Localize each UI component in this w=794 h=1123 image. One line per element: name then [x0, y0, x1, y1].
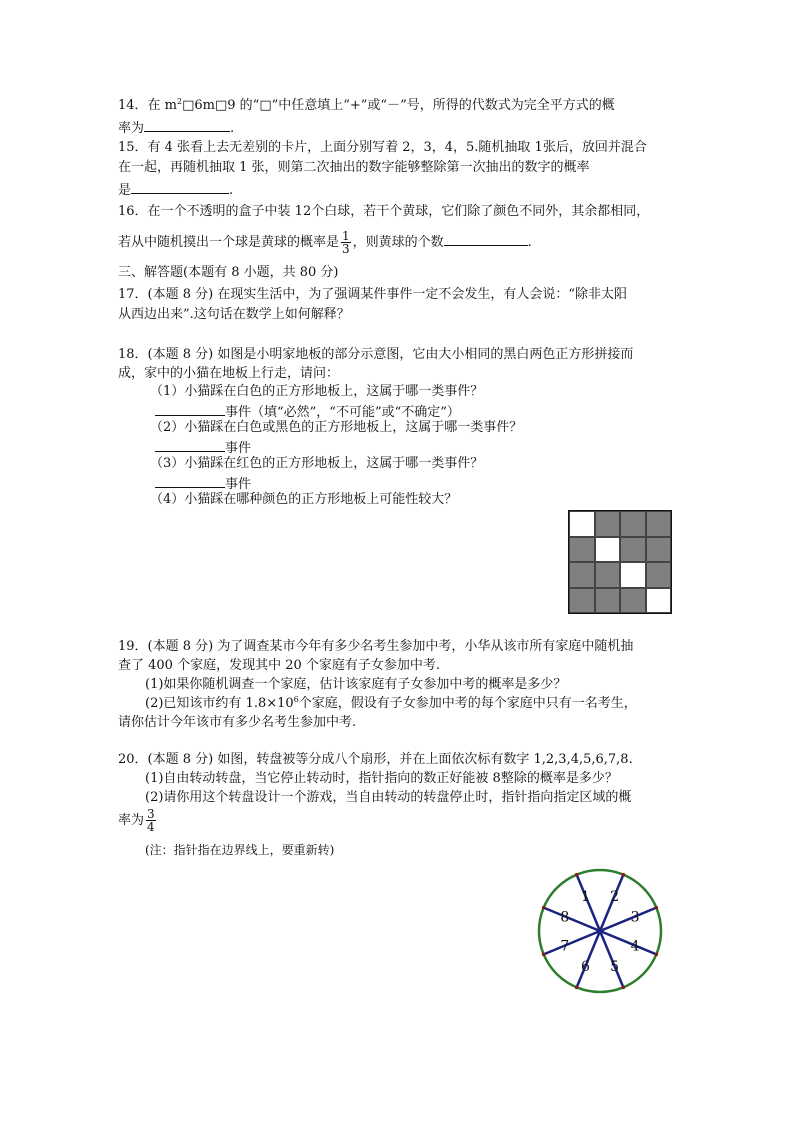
q15-line2: 在一起，再随机抽取 1 张，则第二次抽出的数字能够整除第一次抽出的数字的概率 — [118, 160, 590, 175]
answer-blank[interactable] — [155, 474, 225, 488]
floor-tile-gray — [646, 537, 672, 563]
spinner-point — [622, 986, 626, 990]
q20-part2: (2)请你用这个转盘设计一个游戏，当自由转动的转盘停止时，指针指向指定区域的概 — [145, 790, 632, 805]
answer-blank[interactable] — [155, 438, 225, 452]
q15-line1: 15．有 4 张看上去无差别的卡片，上面分别写着 2，3，4，5.随机抽取 1张后，放回并混合 — [118, 140, 647, 155]
q18-part1: （1）小猫踩在白色的正方形地板上，这属于哪一类事件？ — [150, 384, 484, 399]
fraction-one-third: $\frac{1}{3}$ — [342, 229, 350, 256]
spinner-point — [575, 986, 579, 990]
floor-tile-white — [620, 562, 646, 588]
spinner-number: 3 — [630, 909, 640, 926]
q19-part1: (1)如果你随机调查一个家庭，估计该家庭有子女参加中考的概率是多少？ — [145, 677, 567, 692]
spinner-number: 2 — [610, 888, 620, 905]
q18-part3: （3）小猫踩在红色的正方形地板上，这属于哪一类事件？ — [150, 456, 484, 471]
q15-line3: 是 . — [118, 180, 233, 199]
spinner-number: 4 — [630, 938, 640, 955]
floor-tile-gray — [620, 588, 646, 614]
spinner-number: 7 — [560, 938, 570, 955]
spinner-point — [542, 906, 546, 910]
q18-line1: 18．(本题 8 分) 如图是小明家地板的部分示意图，它由大小相同的黑白两色正方形拼接而 — [118, 347, 634, 362]
floor-tile-gray — [569, 537, 595, 563]
spinner-point — [575, 873, 579, 877]
q17-line1: 17．(本题 8 分) 在现实生活中，为了强调某件事件一定不会发生，有人会说：“除非太阳 — [118, 287, 628, 302]
fraction-three-quarters: $\frac{3}{4}$ — [147, 807, 155, 834]
floor-tile-white — [595, 537, 621, 563]
floor-tile-gray — [646, 562, 672, 588]
spinner-point — [655, 953, 659, 957]
q14-line2: 率为 . — [118, 118, 234, 137]
floor-tile-gray — [620, 511, 646, 537]
floor-tile-white — [646, 588, 672, 614]
q19-line1: 19．(本题 8 分) 为了调查某市今年有多少名考生参加中考，小华从该市所有家庭中随机抽 — [118, 639, 634, 654]
floor-tile-gray — [595, 562, 621, 588]
q16-line1: 16．在一个不透明的盒子中装 12个白球，若干个黄球，它们除了颜色不同外，其余都相同， — [118, 204, 650, 219]
floor-tile-white — [569, 511, 595, 537]
spinner-point — [655, 906, 659, 910]
q18-part3-answer: 事件 — [155, 474, 251, 493]
spinner-number: 1 — [580, 888, 590, 905]
q18-part1-answer: 事件（填“必然”，“不可能”或“不确定”） — [155, 402, 460, 421]
q20-part1: (1)自由转动转盘，当它停止转动时，指针指向的数正好能被 8整除的概率是多少？ — [145, 771, 618, 786]
q17-line2: 从西边出来”.这句话在数学上如何解释？ — [118, 307, 350, 322]
floor-tile-gray — [569, 562, 595, 588]
spinner-point — [622, 873, 626, 877]
floor-tile-gray — [620, 537, 646, 563]
q14-line1: 14．在 $m^2□6m□9$ 的“□”中任意填上“+”或“－”号，所得的代数式为完全平方式的概 — [118, 97, 615, 113]
q20-note: (注：指针指在边界线上，要重新转) — [145, 843, 335, 857]
q19-line2: 查了 400 个家庭，发现其中 20 个家庭有子女参加中考. — [118, 658, 441, 673]
q19-line5: 请你估计今年该市有多少名考生参加中考. — [118, 715, 357, 730]
floor-tile-gray — [569, 588, 595, 614]
floor-tile-gray — [595, 511, 621, 537]
q18-part2-answer: 事件 — [155, 438, 251, 457]
q18-part2: （2）小猫踩在白色或黑色的正方形地板上，这属于哪一类事件？ — [150, 420, 523, 435]
q19-part2: (2)已知该市约有 $1.8\times 10^6$个家庭，假设有子女参加中考的每个家庭中只有一名考生， — [145, 695, 637, 711]
q20-line4: 率为 $\frac{3}{4}$ — [118, 807, 155, 834]
q18-line2: 成，家中的小猫在地板上行走，请问： — [118, 366, 340, 381]
spinner-point — [542, 953, 546, 957]
q16-line2: 若从中随机摸出一个球是黄球的概率是 $\frac{1}{3}$ ，则黄球的个数 . — [118, 229, 532, 256]
q18-part4: （4）小猫踩在哪种颜色的正方形地板上可能性较大？ — [150, 492, 458, 507]
answer-blank[interactable] — [131, 180, 229, 194]
floor-tile-diagram — [568, 510, 672, 614]
spinner-number: 5 — [610, 959, 620, 976]
q20-line1: 20．(本题 8 分) 如图，转盘被等分成八个扇形，并在上面依次标有数字 1,2,3,4,5,6,7,8. — [118, 752, 633, 767]
section-heading: 三、解答题(本题有 8 小题，共 80 分) — [118, 265, 339, 280]
answer-blank[interactable] — [444, 232, 528, 246]
floor-tile-gray — [595, 588, 621, 614]
spinner-number: 6 — [580, 959, 590, 976]
floor-tile-gray — [646, 511, 672, 537]
spinner-diagram — [535, 866, 665, 996]
answer-blank[interactable] — [155, 402, 225, 416]
answer-blank[interactable] — [144, 118, 230, 132]
spinner-number: 8 — [560, 909, 570, 926]
